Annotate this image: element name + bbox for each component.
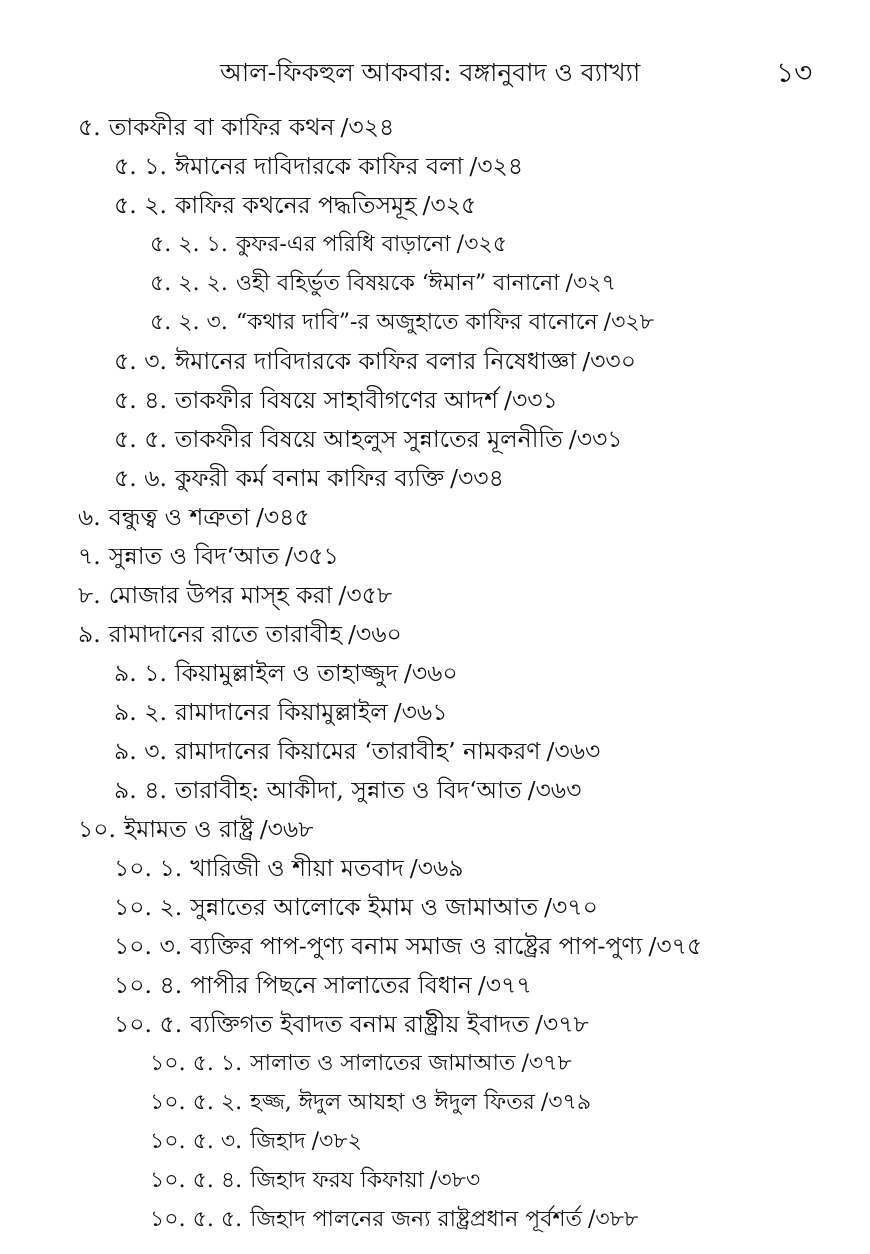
entry-number: ৫. ৪. <box>114 386 167 414</box>
entry-page: /৩৩০ <box>582 347 636 375</box>
entry-title: বন্ধুত্ব ও শত্রুতা <box>108 503 250 531</box>
entry-number: ১০. ৩. <box>114 932 183 960</box>
entry-number: ১০. ৫. ৪. <box>150 1168 243 1193</box>
entry-number: ৫. ২. ৩. <box>150 310 228 335</box>
entry-page: /৩৬০ <box>403 659 458 687</box>
entry-title: ব্যক্তিগত ইবাদত বনাম রাষ্ট্রীয় ইবাদত <box>190 1010 529 1038</box>
toc-entry <box>0 459 870 498</box>
toc-entry <box>0 966 870 1005</box>
entry-page: /৩২৪ <box>340 113 395 141</box>
toc-entry <box>0 810 870 849</box>
toc-entry <box>0 381 870 420</box>
entry-page: /৩৫১ <box>285 542 339 570</box>
entry-number: ১০. <box>78 815 116 843</box>
toc-entry <box>0 1122 870 1161</box>
toc-entry <box>0 654 870 693</box>
entry-page: /৩৬৮ <box>259 815 314 843</box>
entry-number: ১০. ৫. ২. <box>150 1090 243 1115</box>
page-number: ১৩ <box>776 56 813 89</box>
entry-number: ১০. ১. <box>114 854 183 882</box>
entry-page: /৩৬৯ <box>409 854 464 882</box>
entry-page: /৩২৭ <box>565 271 616 296</box>
entry-title: কাফির কথনের পদ্ধতিসমূহ <box>174 191 417 219</box>
entry-number: ৯. ১. <box>114 659 167 687</box>
entry-page: /৩৮২ <box>311 1129 362 1154</box>
entry-number: ৭. <box>78 542 101 570</box>
toc-entry <box>0 537 870 576</box>
entry-number: ১০. ৫. ৫. <box>150 1207 243 1232</box>
toc-entry <box>0 693 870 732</box>
entry-page: /৩৭০ <box>544 893 598 921</box>
entry-number: ৬. <box>78 503 101 531</box>
entry-number: ৫. ৬. <box>114 464 167 492</box>
toc-entry <box>0 771 870 810</box>
entry-number: ১০. ২. <box>114 893 183 921</box>
toc-entry <box>0 615 870 654</box>
entry-title: সালাত ও সালাতের জামাআত <box>250 1051 516 1076</box>
entry-title: তাকফীর বিষয়ে আহলুস সুন্নাতের মূলনীতি <box>174 425 563 453</box>
entry-page: /৩৫৮ <box>338 581 393 609</box>
entry-title: তাকফীর বিষয়ে সাহাবীগণের আদর্শ <box>174 386 499 414</box>
entry-number: ১০. ৪. <box>114 971 183 999</box>
entry-page: /৩৭৯ <box>540 1090 592 1115</box>
toc-entry <box>0 498 870 537</box>
toc-entry <box>0 420 870 459</box>
entry-page: /৩৬১ <box>393 698 448 726</box>
entry-title: জিহাদ পালনের জন্য রাষ্ট্রপ্রধান পূর্বশর্ত <box>250 1207 582 1232</box>
toc-entry <box>0 576 870 615</box>
entry-number: ৯. ২. <box>114 698 167 726</box>
entry-title: ওহী বহির্ভুত বিষয়কে ‘ঈমান” বানানো <box>235 271 560 296</box>
toc-entry <box>0 225 870 264</box>
entry-number: ৫. <box>78 113 101 141</box>
entry-number: ৫. ৫. <box>114 425 167 453</box>
entry-number: ৫. ২. ১. <box>150 232 228 257</box>
entry-title: জিহাদ ফরয কিফায়া <box>250 1168 424 1193</box>
entry-page: /৩৭৮ <box>521 1051 572 1076</box>
entry-number: ৫. ২. ২. <box>150 271 228 296</box>
entry-page: /৩৩১ <box>504 386 558 414</box>
entry-number: ১০. ৫. ১. <box>150 1051 243 1076</box>
entry-number: ৫. ১. <box>114 152 167 180</box>
entry-page: /৩৭৮ <box>535 1010 589 1038</box>
entry-title: খারিজী ও শীয়া মতবাদ <box>190 854 404 882</box>
entry-title: পাপীর পিছনে সালাতের বিধান <box>190 971 472 999</box>
entry-number: ৫. ৩. <box>114 347 167 375</box>
entry-title: হজ্জ, ঈদুল আযহা ও ঈদুল ফিতর <box>250 1090 535 1115</box>
entry-page: /৩৮৩ <box>429 1168 481 1193</box>
toc-entry <box>0 849 870 888</box>
entry-page: /৩২৫ <box>456 232 507 257</box>
entry-title: “কথার দাবি”-র অজুহাতে কাফির বানোনে <box>235 310 598 335</box>
entry-page: /৩২৫ <box>422 191 477 219</box>
toc-entry <box>0 732 870 771</box>
entry-page: /৩২৮ <box>603 310 654 335</box>
entry-title: রামাদানের রাতে তারাবীহ <box>108 620 342 648</box>
entry-page: /৩৭৫ <box>648 932 703 960</box>
toc-entry <box>0 888 870 927</box>
entry-title: মোজার উপর মাস্‌হ করা <box>108 581 333 609</box>
entry-title: ব্যক্তির পাপ-পুণ্য বনাম সমাজ ও রাষ্ট্রের পাপ-পুণ্য <box>190 932 643 960</box>
entry-page: /৩৩১ <box>568 425 623 453</box>
entry-number: ১০. ৫. ৩. <box>150 1129 243 1154</box>
entry-title: সুন্নাত ও বিদ‘আত <box>108 542 280 570</box>
entry-page: /৩৭৭ <box>477 971 532 999</box>
entry-number: ৮. <box>78 581 101 609</box>
entry-title: রামাদানের কিয়ামের ‘তারাবীহ’ নামকরণ <box>174 737 541 765</box>
toc-entry <box>0 147 870 186</box>
entry-number: ৯. ৪. <box>114 776 167 804</box>
entry-title: তারাবীহ: আকীদা, সুন্নাত ও বিদ‘আত <box>174 776 522 804</box>
toc-entry <box>0 927 870 966</box>
entry-page: /৩৮৮ <box>588 1207 639 1232</box>
toc-entry <box>0 1200 870 1239</box>
entry-title: ইমামত ও রাষ্ট্র <box>124 815 254 843</box>
entry-page: /৩৬৩ <box>546 737 601 765</box>
toc-entry <box>0 1161 870 1200</box>
entry-number: ৫. ২. <box>114 191 167 219</box>
entry-title: কিয়ামুল্লাইল ও তাহাজ্জুদ <box>174 659 398 687</box>
toc-entry <box>0 303 870 342</box>
toc-entry <box>0 264 870 303</box>
toc-entry <box>0 342 870 381</box>
toc-entry <box>0 1005 870 1044</box>
entry-page: /৩৩৪ <box>450 464 504 492</box>
entry-title: রামাদানের কিয়ামুল্লাইল <box>174 698 388 726</box>
toc-entry <box>0 1044 870 1083</box>
entry-title: তাকফীর বা কাফির কথন <box>108 113 335 141</box>
entry-title: সুন্নাতের আলোকে ইমাম ও জামাআত <box>190 893 539 921</box>
entry-page: /৩৬০ <box>348 620 402 648</box>
toc-entry <box>0 108 870 147</box>
entry-page: /৩৪৫ <box>255 503 310 531</box>
entry-number: ৯. <box>78 620 101 648</box>
entry-title: ঈমানের দাবিদারকে কাফির বলার নিষেধাজ্ঞা <box>174 347 577 375</box>
entry-title: জিহাদ <box>250 1129 306 1154</box>
entry-page: /৩৬৩ <box>527 776 582 804</box>
toc-entry <box>0 1083 870 1122</box>
entry-number: ৯. ৩. <box>114 737 167 765</box>
entry-title: ঈমানের দাবিদারকে কাফির বলা <box>174 152 464 180</box>
entry-number: ১০. ৫. <box>114 1010 183 1038</box>
table-of-contents <box>0 108 870 1239</box>
entry-title: কুফর-এর পরিধি বাড়ানো <box>235 232 451 257</box>
running-header: আল-ফিকহুল আকবার: বঙ্গানুবাদ ও ব্যাখ্যা <box>220 58 641 87</box>
entry-title: কুফরী কর্ম বনাম কাফির ব্যক্তি <box>174 464 445 492</box>
toc-entry <box>0 186 870 225</box>
entry-page: /৩২৪ <box>469 152 524 180</box>
